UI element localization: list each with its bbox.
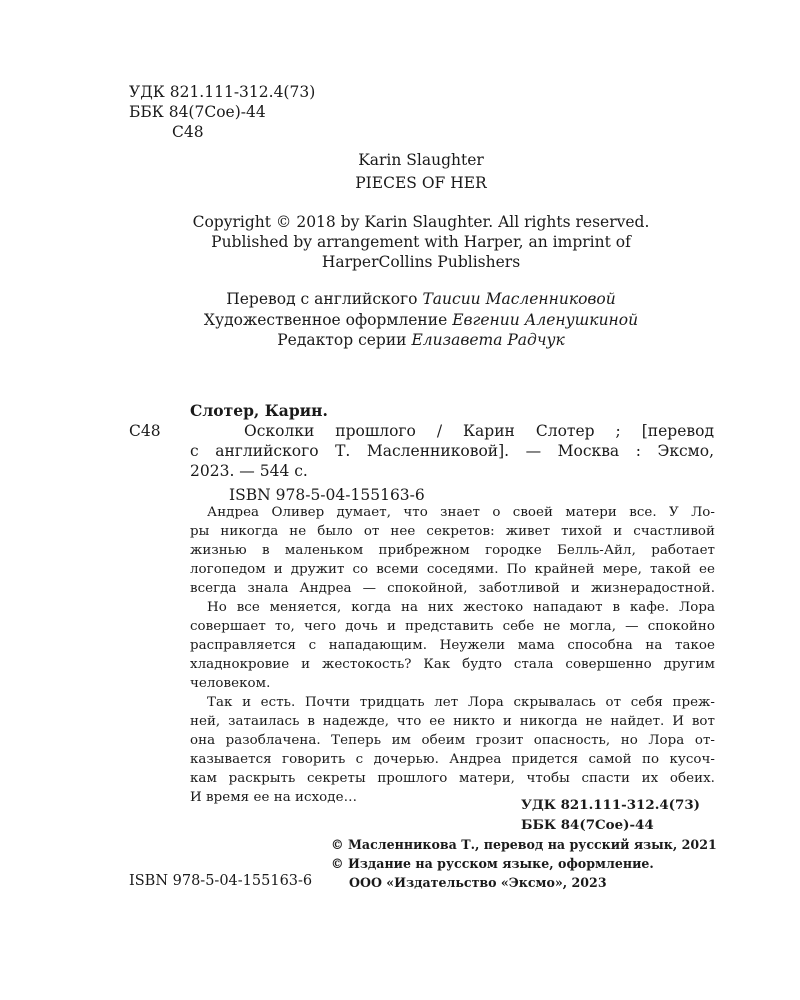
annotation-line: совершает то, чего дочь и представить себе не могла, — спокойно — [190, 619, 715, 634]
credit-role: Перевод с английского — [226, 290, 418, 308]
bottom-isbn: ISBN 978-5-04-155163-6 — [129, 873, 313, 889]
annotation-line: Но все меняется, когда на них жестоко нападают в кафе. Лора — [207, 600, 715, 615]
annotation-line: казывается говорить с дочерью. Андреа придется самой по кусоч- — [190, 752, 715, 767]
annotation-line: хладнокровие и жестокость? Как будто стала совершенно другим — [190, 657, 715, 672]
credit-role: Художественное оформление — [203, 311, 448, 329]
credit-translator — [0, 289, 800, 309]
copyright-line-2: Published by arrangement with Harper, an imprint of — [211, 233, 631, 251]
catalog-author-mark: С48 — [129, 422, 161, 440]
annotation-line: человеком. — [190, 676, 271, 691]
credit-person: Таисии Масленниковой — [422, 290, 616, 308]
catalog-description-line-2: с английского Т. Масленниковой]. — Москва : Эксмо, — [190, 442, 714, 460]
catalog-author-heading: Слотер, Карин. — [190, 401, 328, 420]
author-mark: С48 — [172, 123, 204, 141]
annotation-line: ней, затаилась в надежде, что ее никто и никогда не найдет. И вот — [190, 714, 715, 729]
annotation-line: жизнью в маленьком прибрежном городке Белль-Айл, работает — [190, 543, 715, 558]
udk-code: УДК 821.111-312.4(73) — [129, 83, 316, 101]
credit-person: Елизавета Радчук — [411, 331, 565, 349]
annotation-line: Андреа Оливер думает, что знает о своей матери все. У Ло- — [207, 505, 715, 520]
original-title: PIECES OF HER — [355, 174, 487, 192]
copyright-line-3: HarperCollins Publishers — [321, 253, 521, 271]
annotation-line: логопедом и дружит со всеми соседями. По крайней мере, такой ее — [190, 562, 715, 577]
copyright-line-1: Copyright © 2018 by Karin Slaughter. All rights reserved. — [192, 213, 650, 231]
annotation-line: она разоблачена. Теперь им обеим грозит опасность, но Лора от- — [190, 733, 715, 748]
bbk-code: ББК 84(7Сое)-44 — [129, 103, 266, 121]
copyright-edition: © Издание на русском языке, оформление. — [331, 856, 654, 871]
copyright-translation: © Масленникова Т., перевод на русский язык, 2021 — [331, 837, 717, 852]
credit-designer — [0, 310, 800, 330]
footer-udk-code: УДК 821.111-312.4(73) — [521, 797, 700, 813]
annotation-line: ры никогда не было от нее секретов: живет тихой и счастливой — [190, 524, 715, 539]
copyright-publisher: ООО «Издательство «Эксмо», 2023 — [349, 875, 607, 890]
annotation-line: кам раскрыть секреты прошлого матери, чтобы спасти их обеих. — [190, 771, 715, 786]
annotation-line: расправляется с нападающим. Неужели мама способна на такое — [190, 638, 715, 653]
annotation-line: Так и есть. Почти тридцать лет Лора скрывалась от себя преж- — [207, 695, 715, 710]
annotation-line: всегда знала Андреа — спокойной, заботливой и жизнерадостной. — [190, 581, 715, 596]
catalog-isbn: ISBN 978-5-04-155163-6 — [229, 486, 425, 504]
catalog-description-line-1: Осколки прошлого / Карин Слотер ; [перевод — [244, 422, 714, 440]
credit-person: Евгении Аленушкиной — [452, 311, 639, 329]
catalog-description-line-3: 2023. — 544 с. — [190, 462, 308, 480]
original-author: Karin Slaughter — [358, 151, 484, 169]
credit-role: Редактор серии — [277, 331, 407, 349]
annotation-line: И время ее на исходе… — [190, 790, 358, 805]
footer-bbk-code: ББК 84(7Сое)-44 — [521, 817, 654, 833]
credit-series-editor — [0, 330, 800, 350]
